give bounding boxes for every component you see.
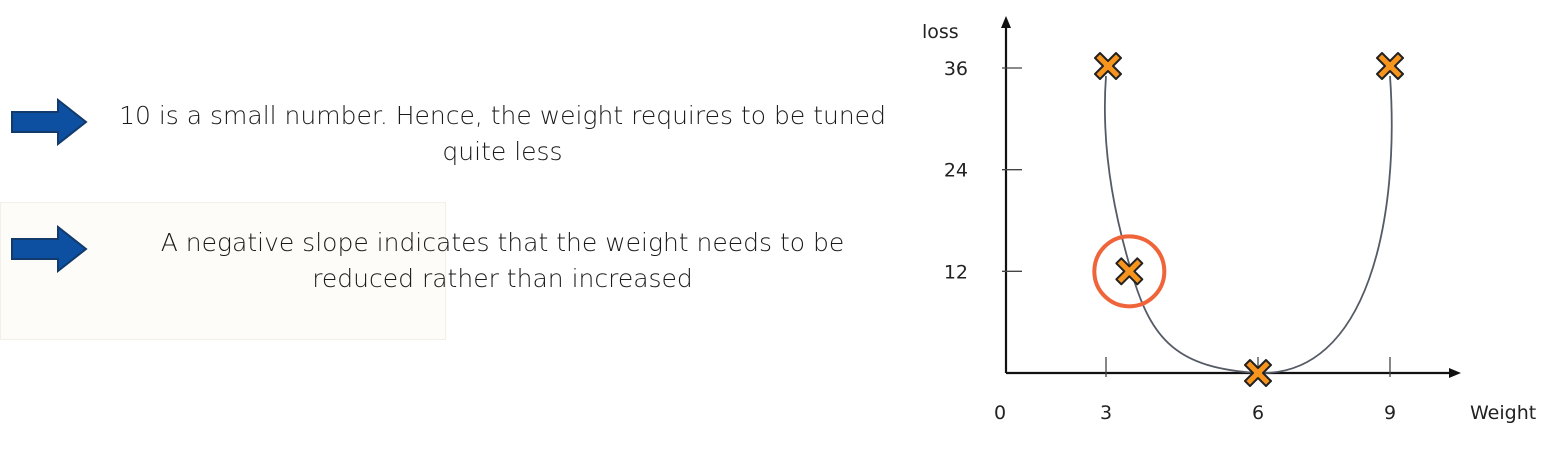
data-point-x-marker-icon [1095, 53, 1121, 79]
y-tick-label: 12 [943, 261, 968, 284]
x-tick-label: 6 [1251, 402, 1265, 424]
x-tick-label: 0 [993, 402, 1007, 424]
right-arrow-icon [10, 98, 88, 146]
x-axis-arrowhead-icon [1449, 368, 1461, 378]
bullet-item [0, 98, 900, 168]
y-axis-arrowhead-icon [1001, 16, 1011, 28]
x-tick-label: 9 [1383, 402, 1397, 424]
bullet-item [0, 225, 900, 295]
bullet-text: A negative slope indicates that the weight needs to be reduced rather than increased [160, 228, 845, 293]
y-tick-label: 24 [943, 159, 968, 182]
right-arrow-icon [10, 225, 88, 273]
y-axis-label: loss [922, 21, 959, 43]
x-tick-label: 3 [1099, 402, 1113, 424]
loss-curve [1105, 76, 1392, 373]
y-tick-label: 36 [943, 58, 968, 80]
bullet-text: 10 is a small number. Hence, the weight requires to be tuned quite less [119, 101, 886, 166]
x-axis-label: Weight [1470, 402, 1537, 424]
data-point-x-marker-icon [1377, 53, 1403, 79]
loss-chart [900, 0, 1554, 450]
